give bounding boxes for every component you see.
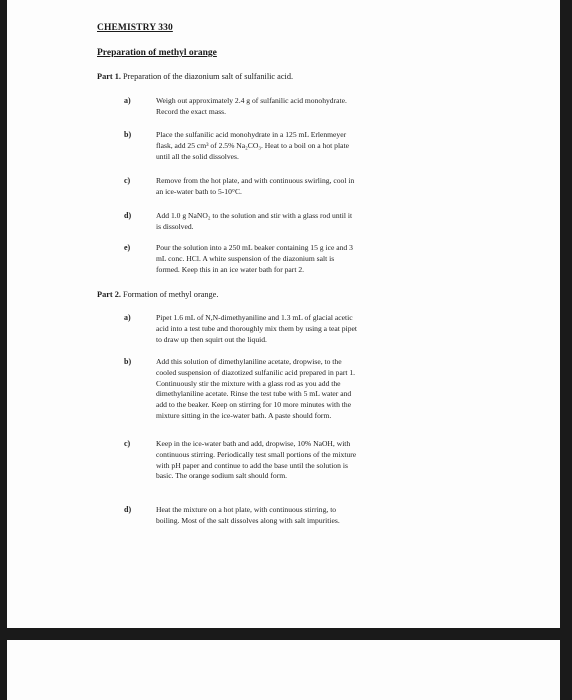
document-title: Preparation of methyl orange <box>97 48 217 58</box>
step-line: mixture sitting in the ice-water bath. A paste should form. <box>156 410 332 420</box>
step-text <box>156 96 421 118</box>
step-line: Pour the solution into a 250 mL beaker containing 15 g ice and 3 <box>156 243 353 252</box>
step-line: dimethylaniline acetate. Rinse the test tube with 5 mL water and <box>156 389 352 399</box>
step-letter: e) <box>124 243 131 252</box>
step-letter: c) <box>124 176 131 185</box>
step-line: formed. Keep this in an ice water bath for part 2. <box>156 264 305 274</box>
step-line: Remove from the hot plate, and with continuous swirling, cool in <box>156 176 355 185</box>
part-1-heading <box>97 72 293 81</box>
step-line: continuous stirring. Periodically test small portions of the mixture <box>156 449 357 459</box>
step-text <box>156 357 421 422</box>
document-page <box>7 0 560 628</box>
step-line: acid into a test tube and thoroughly mix them by using a teat pipet <box>156 323 357 333</box>
part-2-heading <box>97 290 218 299</box>
step-line: flask, add 25 cm³ of 2.5% Na₂CO₃. Heat to a boil on a hot plate <box>156 140 349 150</box>
step-letter: d) <box>124 211 132 220</box>
step-line: Add 1.0 g NaNO₂ to the solution and stir with a glass rod until it <box>156 211 353 220</box>
course-title: CHEMISTRY 330 <box>97 23 173 33</box>
step-line: cooled suspension of diazotized sulfanilic acid prepared in part 1. <box>156 367 356 377</box>
part-2-heading-text: Formation of methyl orange. <box>123 290 219 299</box>
step-line: Add this solution of dimethylaniline acetate, dropwise, to the <box>156 357 342 366</box>
step-letter: c) <box>124 439 131 448</box>
step-text <box>156 130 421 162</box>
step-line: basic. The orange sodium salt should form. <box>156 471 288 481</box>
part-2-label: Part 2. <box>97 290 121 299</box>
step-line: an ice-water bath to 5-10°C. <box>156 186 242 196</box>
step-line: mL conc. HCl. A white suspension of the diazonium salt is <box>156 253 335 263</box>
part-1-heading-text: Preparation of the diazonium salt of sulfanilic acid. <box>123 72 294 81</box>
step-letter: d) <box>124 505 132 514</box>
step-line: until all the solid dissolves. <box>156 151 239 161</box>
step-letter: b) <box>124 130 132 139</box>
step-line: is dissolved. <box>156 221 194 231</box>
step-line: with pH paper and continue to add the base until the solution is <box>156 460 348 470</box>
step-letter: a) <box>124 313 131 322</box>
step-line: Weigh out approximately 2.4 g of sulfanilic acid monohydrate. <box>156 96 347 105</box>
step-text <box>156 211 421 233</box>
step-line: add to the beaker. Keep on stirring for 10 more minutes with the <box>156 400 352 410</box>
step-text <box>156 439 421 482</box>
step-text <box>156 505 421 527</box>
step-line: to draw up then squirt out the liquid. <box>156 334 267 344</box>
step-text <box>156 313 421 345</box>
step-text <box>156 176 421 198</box>
step-letter: a) <box>124 96 131 105</box>
next-page <box>7 640 560 700</box>
step-line: Place the sulfanilic acid monohydrate in a 125 mL Erlenmeyer <box>156 130 347 139</box>
step-line: boiling. Most of the salt dissolves along with salt impurities. <box>156 515 340 525</box>
step-letter: b) <box>124 357 132 366</box>
step-line: Heat the mixture on a hot plate, with continuous stirring, to <box>156 505 337 514</box>
step-line: Pipet 1.6 mL of N,N-dimethyaniline and 1.3 mL of glacial acetic <box>156 313 353 322</box>
step-line: Keep in the ice-water bath and add, dropwise, 10% NaOH, with <box>156 439 351 448</box>
step-line: Continuously stir the mixture with a glass rod as you add the <box>156 378 341 388</box>
part-1-label: Part 1. <box>97 72 121 81</box>
step-line: Record the exact mass. <box>156 106 227 116</box>
step-text <box>156 243 421 275</box>
